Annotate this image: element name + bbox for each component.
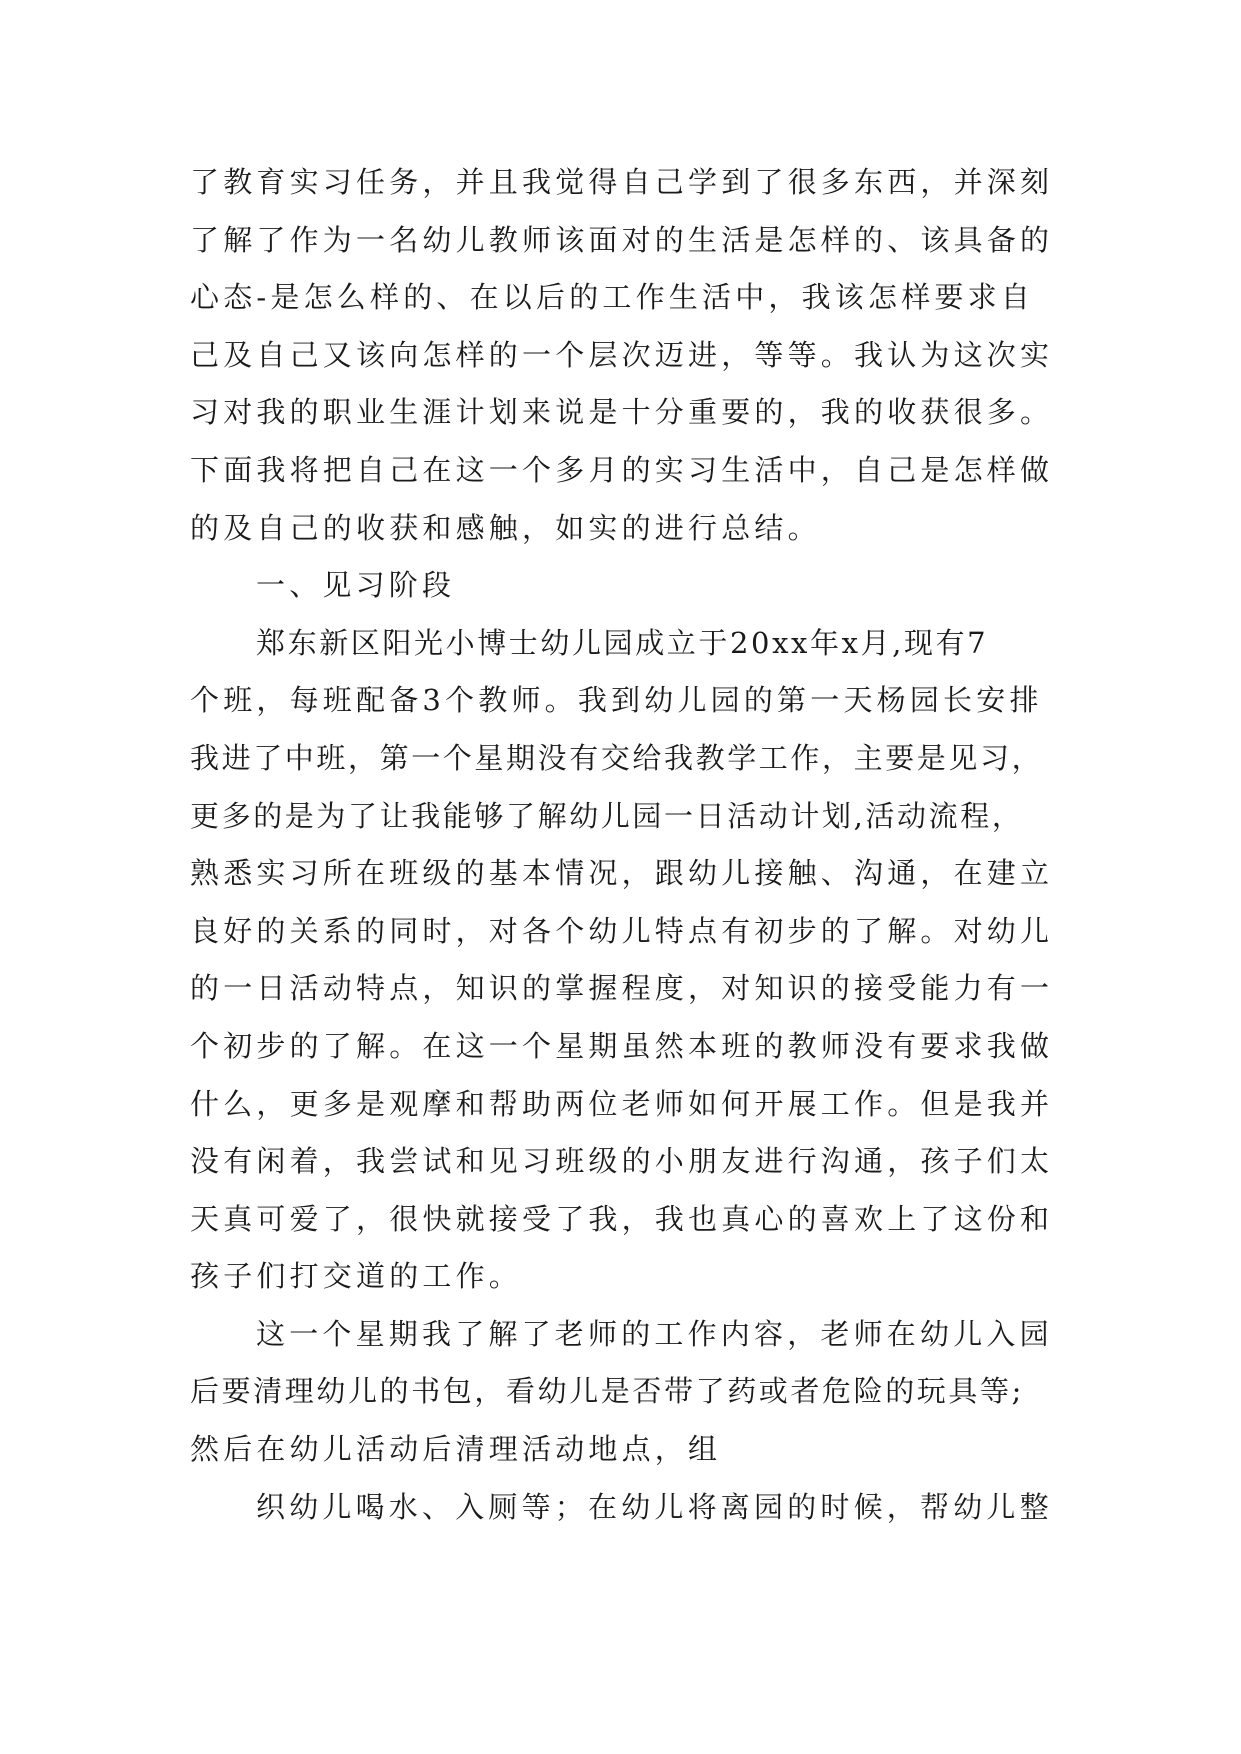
text-line: 个班，每班配备3个教师。我到幼儿园的第一天杨园长安排 bbox=[190, 683, 1043, 718]
document-page bbox=[190, 154, 1060, 1536]
text-line: 后要清理幼儿的书包，看幼儿是否带了药或者危险的玩具等; bbox=[190, 1374, 1024, 1409]
text-line: 什么，更多是观摩和帮助两位老师如何开展工作。但是我并 bbox=[190, 1086, 1054, 1121]
text-line: 郑东新区阳光小博士幼儿园成立于20xx年x月,现有7 bbox=[256, 625, 989, 660]
text-line: 下面我将把自己在这一个多月的实习生活中，自己是怎样做 bbox=[190, 452, 1054, 487]
text-line: 心态-是怎么样的、在以后的工作生活中，我该怎样要求自 bbox=[190, 280, 1034, 315]
text-line: 更多的是为了让我能够了解幼儿园一日活动计划,活动流程， bbox=[190, 798, 1024, 833]
text-line: 我进了中班，第一个星期没有交给我教学工作，主要是见习， bbox=[190, 740, 1044, 775]
text-line: 织幼儿喝水、入厕等；在幼儿将离园的时候，帮幼儿整 bbox=[256, 1489, 1053, 1524]
text-line: 良好的关系的同时，对各个幼儿特点有初步的了解。对幼儿 bbox=[190, 913, 1054, 948]
text-line: 熟悉实习所在班级的基本情况，跟幼儿接触、沟通，在建立 bbox=[190, 856, 1054, 891]
section-heading: 一、见习阶段 bbox=[256, 568, 456, 603]
text-line: 然后在幼儿活动后清理活动地点，组 bbox=[190, 1432, 722, 1467]
text-line: 个初步的了解。在这一个星期虽然本班的教师没有要求我做 bbox=[190, 1028, 1054, 1063]
text-line: 了教育实习任务，并且我觉得自己学到了很多东西，并深刻 bbox=[190, 165, 1054, 199]
text-line: 的及自己的收获和感触，如实的进行总结。 bbox=[190, 510, 821, 545]
text-line: 己及自己又该向怎样的一个层次迈进，等等。我认为这次实 bbox=[190, 337, 1054, 372]
text-line: 的一日活动特点，知识的掌握程度，对知识的接受能力有一 bbox=[190, 971, 1054, 1006]
text-line: 习对我的职业生涯计划来说是十分重要的，我的收获很多。 bbox=[190, 395, 1054, 430]
text-line: 没有闲着，我尝试和见习班级的小朋友进行沟通，孩子们太 bbox=[190, 1144, 1054, 1179]
text-line: 这一个星期我了解了老师的工作内容，老师在幼儿入园 bbox=[256, 1316, 1053, 1351]
text-line: 天真可爱了，很快就接受了我，我也真心的喜欢上了这份和 bbox=[190, 1201, 1054, 1236]
text-line: 孩子们打交道的工作。 bbox=[190, 1259, 523, 1294]
text-line: 了解了作为一名幼儿教师该面对的生活是怎样的、该具备的 bbox=[190, 222, 1054, 257]
